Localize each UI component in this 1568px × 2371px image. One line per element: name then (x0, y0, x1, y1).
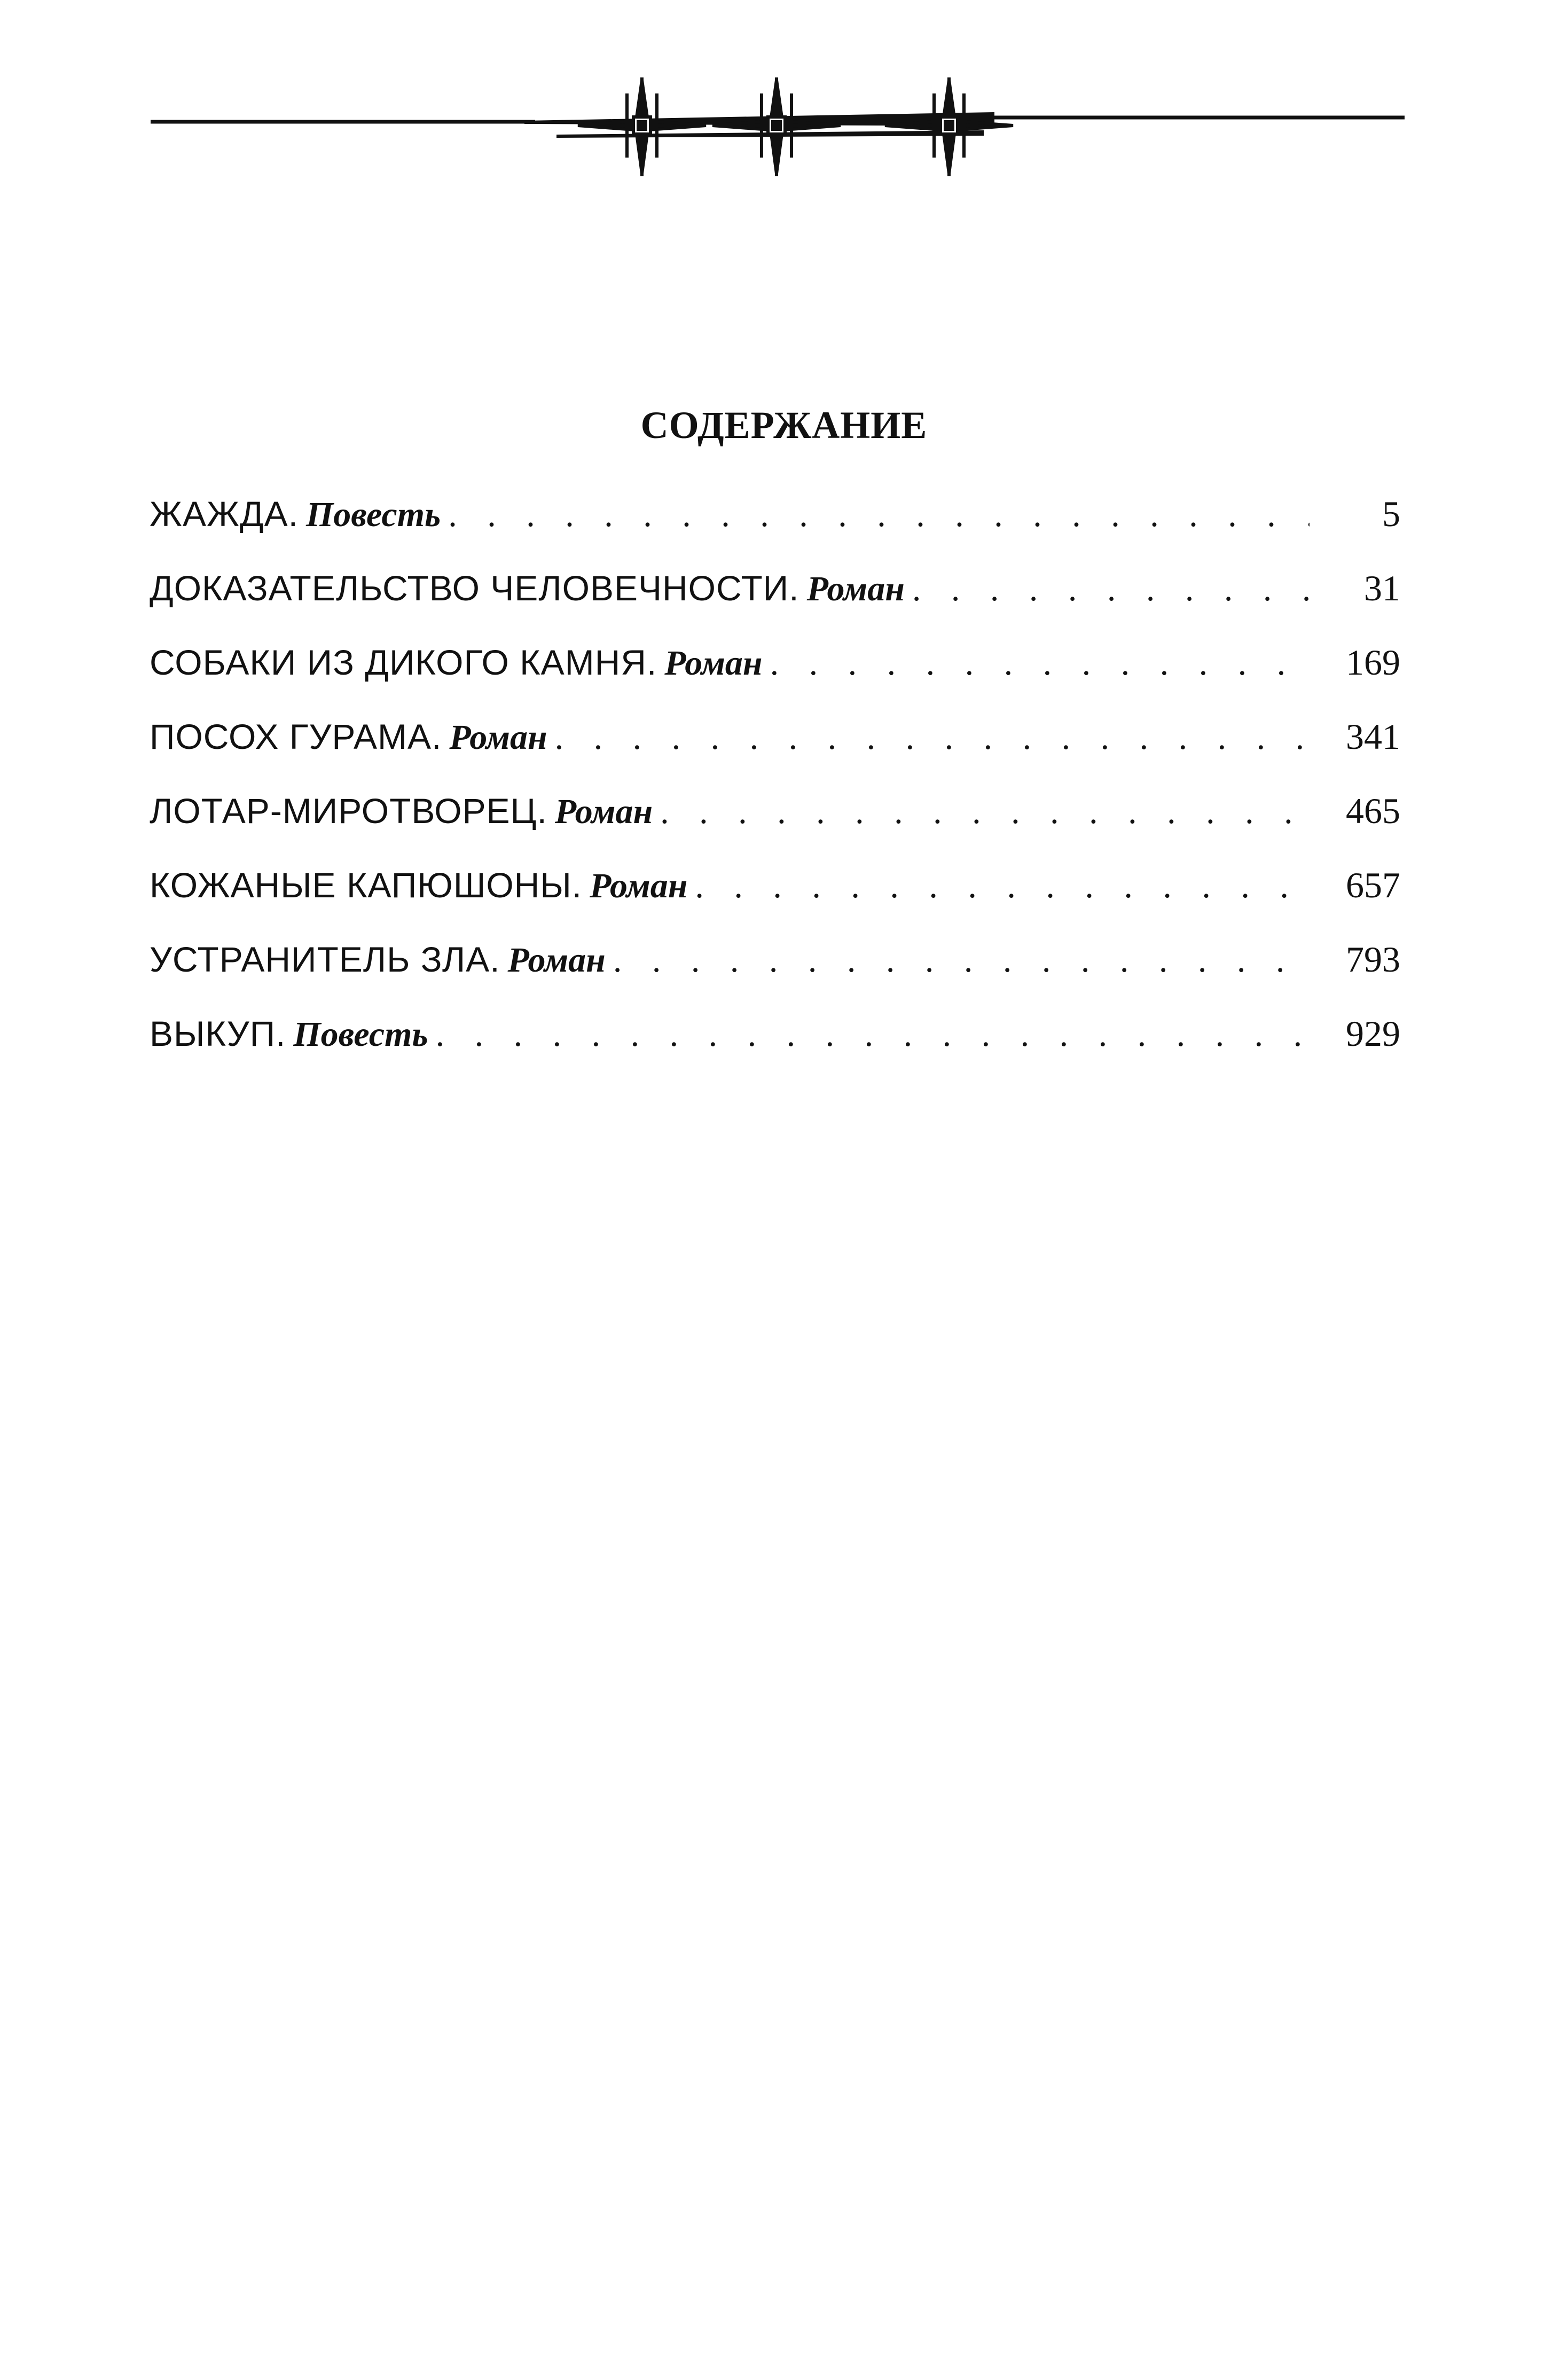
toc-entry-genre: Повесть (293, 1015, 428, 1054)
toc-entry[interactable] (150, 710, 1400, 784)
toc-entry-title: ВЫКУП. (150, 1014, 286, 1053)
toc-entry-page: 465 (1346, 791, 1400, 831)
dot-leader (436, 1008, 1310, 1061)
dot-leader (660, 785, 1310, 839)
dot-leader (912, 562, 1310, 616)
decorative-star-divider-icon (151, 75, 1405, 182)
toc-entry[interactable] (150, 933, 1400, 1007)
toc-entry-title: ПОСОХ ГУРАМА. (150, 717, 442, 756)
dot-leader (770, 637, 1310, 690)
toc-entry-title: КОЖАНЫЕ КАПЮШОНЫ. (150, 865, 583, 905)
toc-entry-genre: Роман (507, 941, 606, 980)
toc-entry[interactable] (150, 487, 1400, 561)
toc-entry-genre: Роман (806, 569, 905, 608)
dot-leader (448, 488, 1310, 542)
dot-leader (555, 711, 1310, 764)
toc-entry-page: 793 (1346, 939, 1400, 980)
toc-entry[interactable] (150, 561, 1400, 636)
toc-entry-genre: Повесть (305, 495, 441, 534)
table-of-contents (150, 487, 1400, 1081)
page-title: СОДЕРЖАНИЕ (640, 404, 928, 447)
toc-entry-genre: Роман (664, 644, 763, 683)
toc-entry-page: 169 (1346, 642, 1400, 683)
toc-entry-page: 5 (1382, 494, 1400, 534)
toc-entry-page: 657 (1346, 865, 1400, 905)
toc-entry-page: 31 (1364, 568, 1400, 608)
toc-entry-genre: Роман (449, 718, 547, 757)
toc-entry-title: УСТРАНИТЕЛЬ ЗЛА. (150, 940, 500, 979)
toc-entry-title: ДОКАЗАТЕЛЬСТВО ЧЕЛОВЕЧНОСТИ. (150, 568, 799, 608)
toc-entry-title: ЖАЖДА. (150, 494, 299, 534)
toc-entry-page: 341 (1346, 716, 1400, 757)
toc-entry-title: СОБАКИ ИЗ ДИКОГО КАМНЯ. (150, 643, 657, 682)
toc-entry-page: 929 (1346, 1013, 1400, 1054)
toc-entry[interactable] (150, 1007, 1400, 1081)
dot-leader (613, 934, 1310, 987)
toc-entry[interactable] (150, 858, 1400, 933)
toc-entry[interactable] (150, 784, 1400, 858)
toc-entry-title: ЛОТАР-МИРОТВОРЕЦ. (150, 791, 547, 831)
toc-entry-genre: Роман (554, 792, 653, 831)
toc-entry[interactable] (150, 636, 1400, 710)
dot-leader (695, 859, 1310, 913)
toc-entry-genre: Роман (590, 866, 688, 905)
